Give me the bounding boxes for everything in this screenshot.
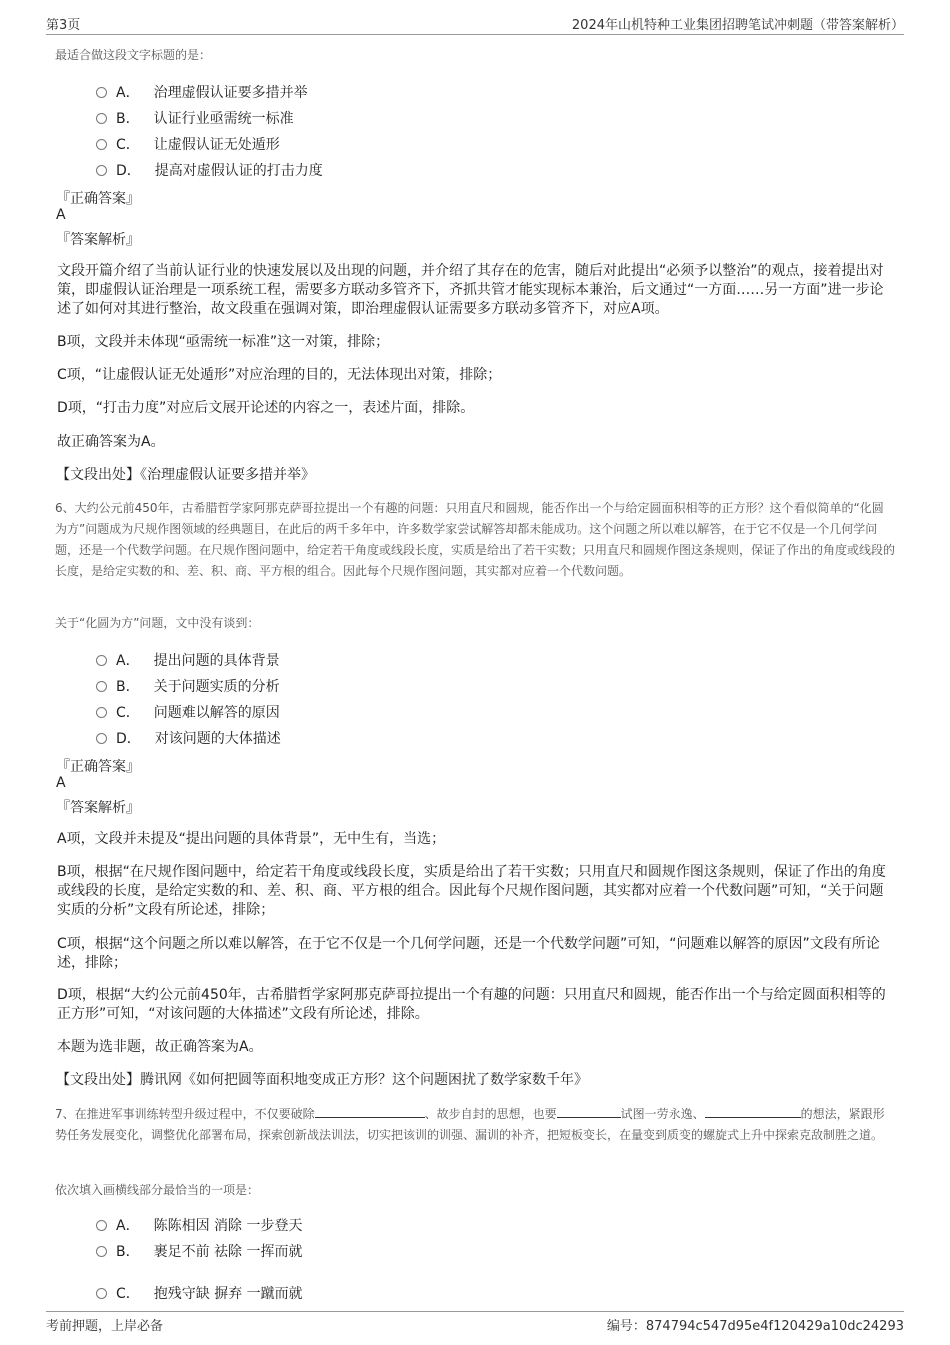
q5-source: 【文段出处】《治理虚假认证要多措并举》 [56,467,315,483]
radio-icon[interactable] [96,1220,107,1231]
radio-icon[interactable] [96,165,107,176]
q5-answer-label: 『正确答案』 [56,191,140,207]
q7-option-c[interactable]: C． 抱残守缺 摒弃 一蹴而就 [96,1283,303,1303]
q6-analysis-c: C项，根据“这个问题之所以难以解答，在于它不仅是一个几何学问题，还是一个代数学问题”可知，“问题难以解答的原因”文段有所论述，排除； [57,936,880,971]
q6-answer: A [56,775,66,791]
q7-stem: 依次填入画横线部分最恰当的一项是： [55,1183,260,1197]
q5-option-c[interactable]: C． 让虚假认证无处遁形 [96,134,280,154]
q6-option-a[interactable]: A． 提出问题的具体背景 [96,650,280,670]
q6-analysis-d: D项，根据“大约公元前450年，古希腊哲学家阿那克萨哥拉提出一个有趣的问题：只用直尺和圆规，能否作出一个与给定圆面积相等的正方形”可知，“对该问题的大体描述”文段有所论述，排除。 [57,987,886,1022]
q6-conclusion: 本题为选非题，故正确答案为A。 [57,1039,263,1055]
q5-option-b[interactable]: B． 认证行业亟需统一标准 [96,108,294,128]
q5-conclusion: 故正确答案为A。 [57,434,165,450]
document-title: 2024年山机特种工业集团招聘笔试冲刺题（带答案解析） [571,18,904,33]
page-number: 第3页 [46,18,81,33]
radio-icon[interactable] [96,87,107,98]
q6-source: 【文段出处】腾讯网《如何把圆等面积地变成正方形？这个问题困扰了数学家数千年》 [56,1072,588,1088]
q6-analysis-a: A项，文段并未提及“提出问题的具体背景”，无中生有，当选； [57,831,446,847]
q6-analysis-b: B项，根据“在尺规作图问题中，给定若干角度或线段长度，实质是给出了若干实数；只用直尺和圆规作图这条规则，保证了作出的角度或线段的长度，是给定实数的和、差、积、商、平方根的组合。因此每个尺规作图问题，其实都对应着一个代数问题”可知，“关于问题实质的分析”文段有所论述，排除； [57,864,886,918]
q5-stem: 最适合做这段文字标题的是： [55,48,212,62]
q7-option-b[interactable]: B． 裹足不前 祛除 一挥而就 [96,1241,303,1261]
radio-icon[interactable] [96,1246,107,1257]
radio-icon[interactable] [96,655,107,666]
q6-stem: 关于“化圆为方”问题，文中没有谈到： [55,616,260,630]
q5-analysis-c: C项，“让虚假认证无处遁形”对应治理的目的，无法体现出对策，排除； [57,367,502,383]
q5-option-a[interactable]: A． 治理虚假认证要多措并举 [96,82,308,102]
q5-analysis-label: 『答案解析』 [56,232,140,248]
page-footer [46,1311,904,1334]
radio-icon[interactable] [96,139,107,150]
q6-option-d[interactable]: D． 对该问题的大体描述 [96,728,281,748]
q6-option-c[interactable]: C． 问题难以解答的原因 [96,702,280,722]
page-header [46,14,904,35]
radio-icon[interactable] [96,1288,107,1299]
radio-icon[interactable] [96,707,107,718]
q6-option-b[interactable]: B． 关于问题实质的分析 [96,676,280,696]
q7-option-a[interactable]: A． 陈陈相因 消除 一步登天 [96,1215,302,1235]
fill-blank-2[interactable] [557,1105,621,1118]
radio-icon[interactable] [96,113,107,124]
q7-passage: 7、在推进军事训练转型升级过程中，不仅要破除 、故步自封的思想，也要 试图一劳永逸、 的想法，紧跟形势任务发展变化，调整优化部署布局，探索创新战法训法，切实把该训的训强、漏训的补齐，把短板变长，在量变到质变的螺旋式上升中探索克敌制胜之道。 [55,1107,885,1142]
q5-answer: A [56,207,66,223]
q6-analysis-label: 『答案解析』 [56,800,140,816]
footer-slogan: 考前押题，上岸必备 [46,1319,164,1334]
q6-answer-label: 『正确答案』 [56,759,140,775]
fill-blank-3[interactable] [705,1105,801,1118]
q5-analysis-main: 文段开篇介绍了当前认证行业的快速发展以及出现的问题，并介绍了其存在的危害，随后对此提出“必须予以整治”的观点，接着提出对策，即虚假认证治理是一项系统工程，需要多方联动多管齐下，齐抓共管才能实现标本兼治，后文通过“一方面……另一方面”进一步论述了如何对其进行整治，故文段重在强调对策，即治理虚假认证需要多方联动多管齐下，对应A项。 [57,263,884,317]
radio-icon[interactable] [96,733,107,744]
radio-icon[interactable] [96,681,107,692]
q5-option-d[interactable]: D． 提高对虚假认证的打击力度 [96,160,323,180]
q5-analysis-b: B项，文段并未体现“亟需统一标准”这一对策，排除； [57,334,390,350]
q6-passage: 6、大约公元前450年，古希腊哲学家阿那克萨哥拉提出一个有趣的问题：只用直尺和圆规，能否作出一个与给定圆面积相等的正方形？这个看似简单的“化圆为方”问题成为尺规作图领域的经典题目，在此后的两千多年中，许多数学家尝试解答却都未能成功。这个问题之所以难以解答，在于它不仅是一个几何学问题，还是一个代数学问题。在尺规作图问题中，给定若干角度或线段长度，实质是给出了若干实数；只用直尺和圆规作图这条规则，保证了作出的角度或线段的长度，是给定实数的和、差、积、商、平方根的组合。因此每个尺规作图问题，其实都对应着一个代数问题。 [55,501,896,578]
q5-analysis-d: D项，“打击力度”对应后文展开论述的内容之一，表述片面，排除。 [57,400,475,416]
fill-blank-1[interactable] [315,1105,425,1118]
footer-serial: 编号：874794c547d95e4f120429a10dc24293 [606,1319,904,1334]
